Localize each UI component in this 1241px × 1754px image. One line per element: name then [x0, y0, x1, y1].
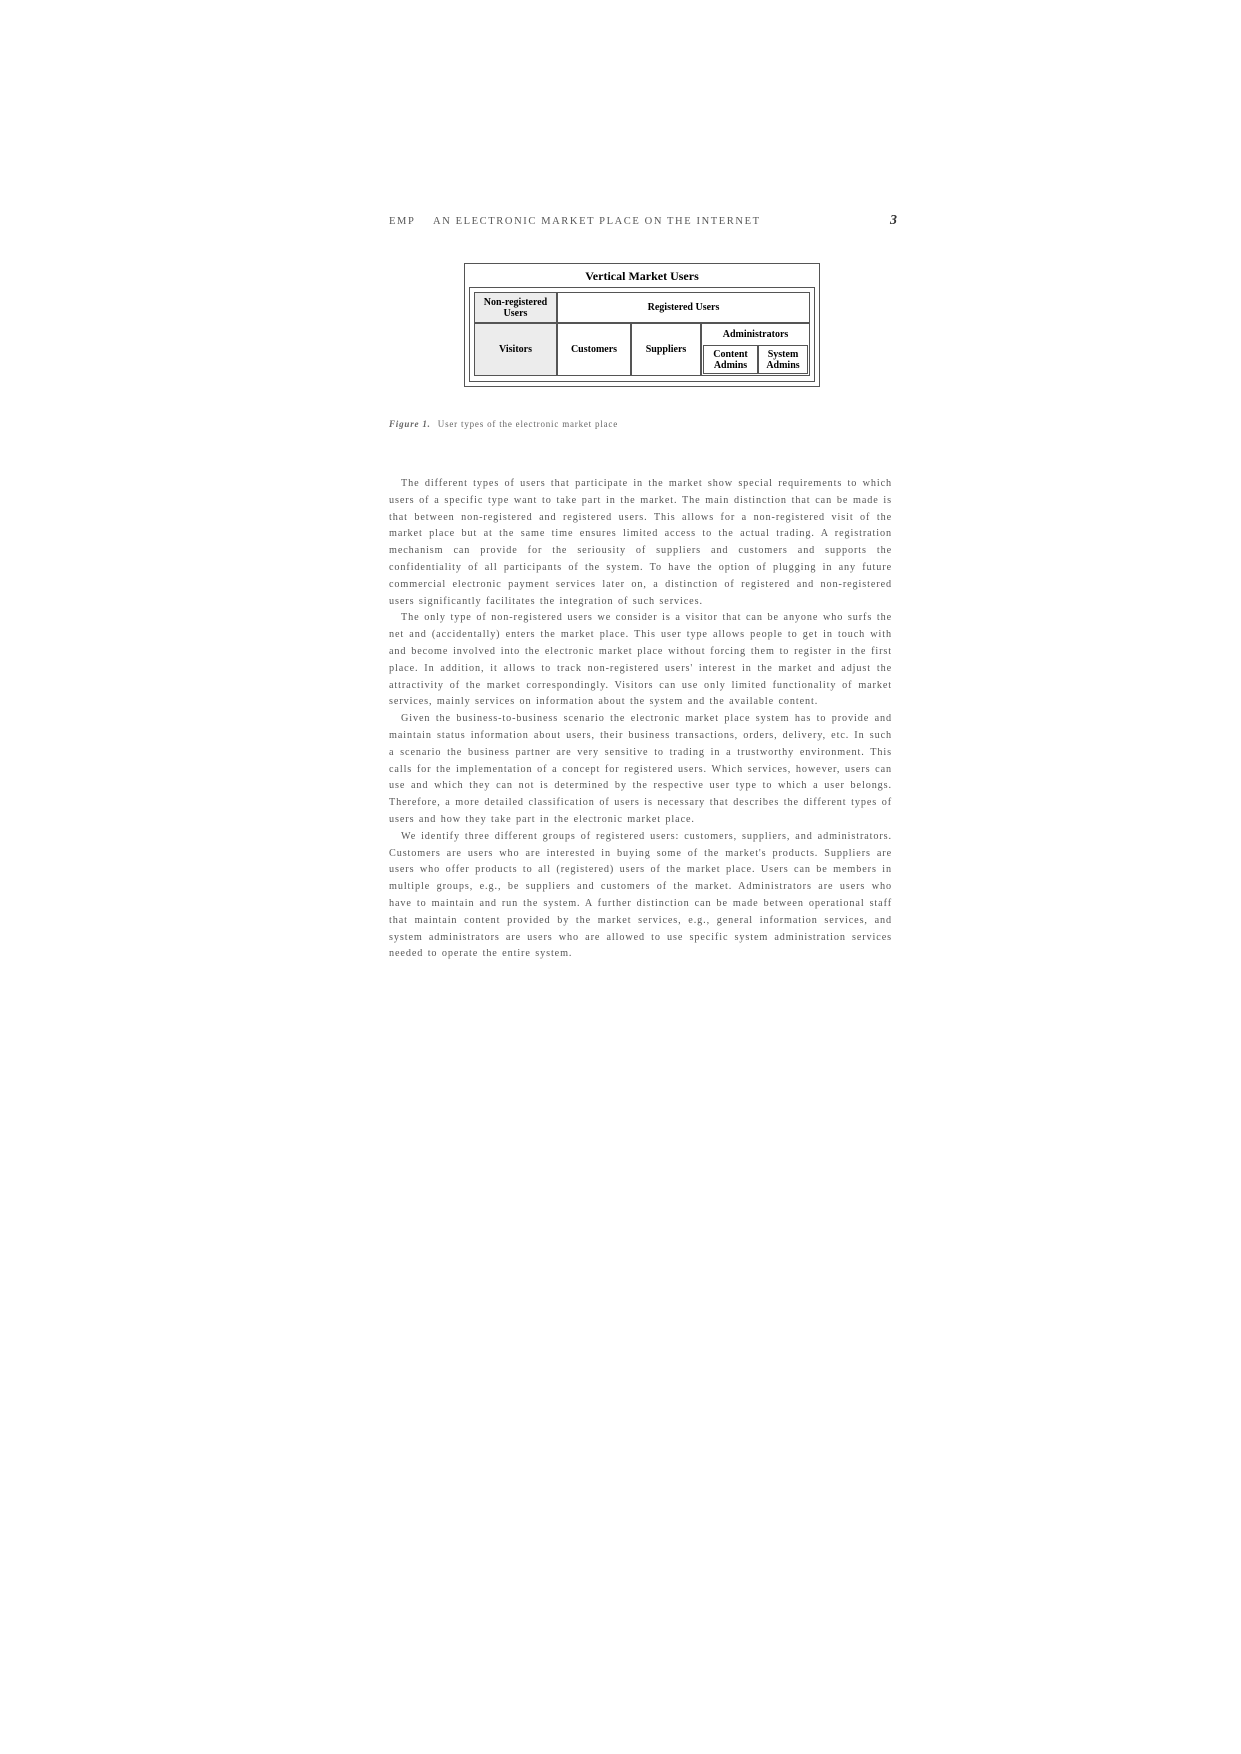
- caption-label: Figure 1.: [389, 419, 431, 429]
- paragraph: The different types of users that participate in the market show special requirements to which users of a specific type want to take part in the market. The main distinction that can be made is that between non-registered and registered users. This allows for a non-registered visit of the market place but at the same time ensures limited access to the actual trading. A registration mechanism can provide for the seriousity of suppliers and customers and supports the confidentiality of all participants of the system. To have the option of plugging in any future commercial electronic payment services later on, a distinction of registered and non-registered users significantly facilitates the integration of such services.: [389, 478, 892, 607]
- suppliers-cell: Suppliers: [631, 323, 701, 376]
- content-admins-cell: Content Admins: [703, 345, 758, 374]
- paragraph: Given the business-to-business scenario the electronic market place system has to provide and maintain status information about users, their business transactions, orders, delivery, etc. In such a scenario the business partner are very sensitive to trading in a trustworthy environment. This calls for the implementation of a concept for registered users. Which services, however, users can use and which they can not is determined by the respective user type to which a user belongs. Therefore, a more detailed classification of users is necessary that describes the different types of users and how they take part in the electronic market place.: [389, 713, 892, 825]
- registered-users-cell: Registered Users: [557, 292, 810, 323]
- figure-title: Vertical Market Users: [585, 269, 699, 283]
- user-types-figure: [464, 263, 820, 387]
- paragraph: We identify three different groups of registered users: customers, suppliers, and administrators. Customers are users who are interested in buying some of the market's products. Suppliers are users who offer products to all (registered) users of the market place. Users can be members in multiple groups, e.g., be suppliers and customers of the market. Administrators are users who have to maintain and run the system. A further distinction can be made between operational staff that maintain content provided by the market services, e.g., general information services, and system administrators are users who are allowed to use specific system administration services needed to operate the entire system.: [389, 830, 892, 960]
- figure-table: [469, 287, 815, 382]
- figure-caption: [389, 419, 618, 429]
- administrators-label: Administrators: [722, 329, 789, 340]
- page-number: 3: [890, 213, 897, 228]
- running-head: [389, 213, 897, 228]
- visitors-cell: Visitors: [474, 323, 557, 376]
- running-title: AN ELECTRONIC MARKET PLACE ON THE INTERNET: [433, 216, 761, 227]
- body-text: [389, 476, 892, 963]
- journal-abbreviation: EMP: [389, 216, 416, 227]
- system-admins-cell: System Admins: [758, 345, 808, 374]
- non-registered-users-cell: Non-registered Users: [474, 292, 557, 323]
- paragraph: The only type of non-registered users we consider is a visitor that can be anyone who surfs the net and (accidentally) enters the market place. This user type allows people to get in touch with and become involved into the electronic market place without forcing them to register in the first place. In addition, it allows to track non-registered users' interest in the market and adjust the attractivity of the market correspondingly. Visitors can use only limited functionality of market services, mainly services on information about the system and the available content.: [389, 612, 892, 708]
- caption-text: User types of the electronic market place: [437, 419, 619, 429]
- customers-cell: Customers: [557, 323, 631, 376]
